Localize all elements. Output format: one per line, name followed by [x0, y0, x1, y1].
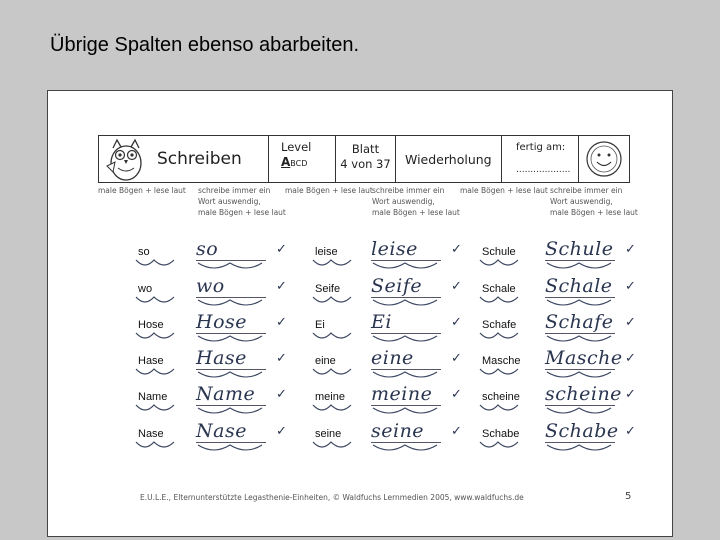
syllable-arc	[478, 295, 522, 309]
check-mark-icon: ✓	[451, 279, 462, 294]
fertig-dots: ...................	[516, 165, 571, 175]
printed-word: scheine	[482, 391, 520, 403]
owl-icon	[103, 136, 149, 182]
syllable-arc	[478, 403, 522, 417]
printed-word: Seife	[315, 283, 341, 295]
handwritten-word: Hase	[196, 347, 247, 369]
handwritten-word: Schule	[545, 238, 614, 260]
handwritten-syllable-arc	[545, 443, 615, 457]
blatt-value: 4 von 37	[340, 157, 391, 171]
check-mark-icon: ✓	[451, 242, 462, 257]
handwritten-word: Hose	[196, 311, 248, 333]
syllable-arc	[134, 258, 178, 272]
handwritten-word: Name	[196, 383, 256, 405]
instruction-line: male Bögen + lese laut	[460, 186, 548, 195]
printed-word: Ei	[315, 319, 325, 331]
slide-title: Übrige Spalten ebenso abarbeiten.	[50, 34, 360, 56]
handwritten-syllable-arc	[545, 406, 615, 420]
handwritten-word: seine	[371, 420, 425, 442]
handwritten-word: so	[196, 238, 219, 260]
syllable-arc	[478, 258, 522, 272]
check-mark-icon: ✓	[625, 315, 636, 330]
check-mark-icon: ✓	[451, 351, 462, 366]
level-value-big: A	[281, 155, 291, 169]
handwritten-syllable-arc	[545, 261, 615, 275]
fertig-cell	[502, 136, 579, 182]
owl-title-cell	[99, 136, 269, 182]
printed-word: Nase	[138, 428, 164, 440]
smiley-cell	[579, 136, 629, 182]
instruction-text	[550, 185, 638, 218]
printed-word: Hase	[138, 355, 164, 367]
syllable-arc	[134, 403, 178, 417]
handwritten-word: Masche	[545, 347, 623, 369]
printed-word: Masche	[482, 355, 521, 367]
handwritten-syllable-arc	[196, 261, 266, 275]
check-mark-icon: ✓	[276, 351, 287, 366]
syllable-arc	[134, 367, 178, 381]
syllable-arc	[134, 295, 178, 309]
syllable-arc	[311, 367, 355, 381]
worksheet-header	[98, 135, 630, 183]
instruction-line: Wort auswendig,	[550, 197, 613, 206]
check-mark-icon: ✓	[276, 424, 287, 439]
blatt-cell	[336, 136, 396, 182]
printed-word: Hose	[138, 319, 164, 331]
handwritten-word: Schafe	[545, 311, 614, 333]
instruction-line: Wort auswendig,	[372, 197, 435, 206]
syllable-arc	[134, 331, 178, 345]
syllable-arc	[478, 440, 522, 454]
schreiben-label: Schreiben	[157, 149, 242, 169]
handwritten-word: Nase	[196, 420, 247, 442]
handwritten-word: Schabe	[545, 420, 619, 442]
check-mark-icon: ✓	[276, 387, 287, 402]
handwritten-word: wo	[196, 275, 225, 297]
blatt-label: Blatt	[351, 142, 380, 156]
check-mark-icon: ✓	[276, 315, 287, 330]
syllable-arc	[311, 258, 355, 272]
printed-word: seine	[315, 428, 342, 440]
check-mark-icon: ✓	[451, 424, 462, 439]
handwritten-word: scheine	[545, 383, 622, 405]
syllable-arc	[311, 440, 355, 454]
instruction-line: male Bögen + lese laut	[98, 186, 186, 195]
instruction-line: schreibe immer ein	[198, 186, 271, 195]
instruction-text	[460, 185, 548, 196]
check-mark-icon: ✓	[625, 424, 636, 439]
instruction-line: schreibe immer ein	[550, 186, 623, 195]
syllable-arc	[311, 403, 355, 417]
handwritten-syllable-arc	[371, 261, 441, 275]
handwritten-word: eine	[371, 347, 414, 369]
handwritten-syllable-arc	[545, 370, 615, 384]
handwritten-syllable-arc	[196, 443, 266, 457]
printed-word: leise	[315, 246, 338, 258]
handwritten-word: Ei	[371, 311, 392, 333]
check-mark-icon: ✓	[451, 387, 462, 402]
printed-word: so	[138, 246, 150, 258]
syllable-arc	[311, 331, 355, 345]
handwritten-word: Schale	[545, 275, 613, 297]
check-mark-icon: ✓	[276, 279, 287, 294]
check-mark-icon: ✓	[625, 387, 636, 402]
printed-word: eine	[315, 355, 336, 367]
printed-word: Schule	[482, 246, 516, 258]
smiley-icon	[584, 139, 624, 179]
instruction-line: male Bögen + lese laut	[198, 208, 286, 217]
check-mark-icon: ✓	[625, 242, 636, 257]
level-cell	[269, 136, 336, 182]
instruction-text	[98, 185, 186, 196]
instruction-text	[372, 185, 460, 218]
printed-word: wo	[138, 283, 153, 295]
level-value-small: BCD	[290, 159, 308, 168]
printed-word: Name	[138, 391, 168, 403]
printed-word: meine	[315, 391, 345, 403]
handwritten-syllable-arc	[371, 406, 441, 420]
page-number: 5	[625, 491, 632, 502]
handwritten-syllable-arc	[196, 370, 266, 384]
instruction-line: schreibe immer ein	[372, 186, 445, 195]
syllable-arc	[134, 440, 178, 454]
handwritten-syllable-arc	[196, 334, 266, 348]
handwritten-syllable-arc	[371, 370, 441, 384]
handwritten-word: leise	[371, 238, 418, 260]
level-label: Level	[281, 140, 312, 154]
printed-word: Schabe	[482, 428, 520, 440]
footer-credit: E.U.L.E., Elternunterstützte Legasthenie-Einheiten, © Waldfuchs Lernmedien 2005, www.waldfuchs.de	[140, 493, 524, 502]
instruction-line: male Bögen + lese laut	[550, 208, 638, 217]
level-value	[281, 155, 335, 171]
check-mark-icon: ✓	[625, 279, 636, 294]
handwritten-syllable-arc	[545, 334, 615, 348]
check-mark-icon: ✓	[625, 351, 636, 366]
instruction-line: male Bögen + lese laut	[285, 186, 373, 195]
syllable-arc	[311, 295, 355, 309]
handwritten-syllable-arc	[196, 406, 266, 420]
instruction-line: Wort auswendig,	[198, 197, 261, 206]
wiederholung-cell	[396, 136, 502, 182]
wiederholung-label: Wiederholung	[405, 151, 492, 167]
handwritten-syllable-arc	[196, 298, 266, 312]
check-mark-icon: ✓	[451, 315, 462, 330]
instruction-text	[285, 185, 373, 196]
instruction-line: male Bögen + lese laut	[372, 208, 460, 217]
handwritten-word: meine	[371, 383, 433, 405]
handwritten-syllable-arc	[371, 443, 441, 457]
fertig-label: fertig am:	[516, 142, 566, 153]
worksheet	[47, 90, 673, 537]
syllable-arc	[478, 331, 522, 345]
syllable-arc	[478, 367, 522, 381]
instruction-text	[198, 185, 286, 218]
handwritten-syllable-arc	[545, 298, 615, 312]
handwritten-word: Seife	[371, 275, 423, 297]
printed-word: Schafe	[482, 319, 517, 331]
handwritten-syllable-arc	[371, 334, 441, 348]
handwritten-syllable-arc	[371, 298, 441, 312]
check-mark-icon: ✓	[276, 242, 287, 257]
printed-word: Schale	[482, 283, 516, 295]
